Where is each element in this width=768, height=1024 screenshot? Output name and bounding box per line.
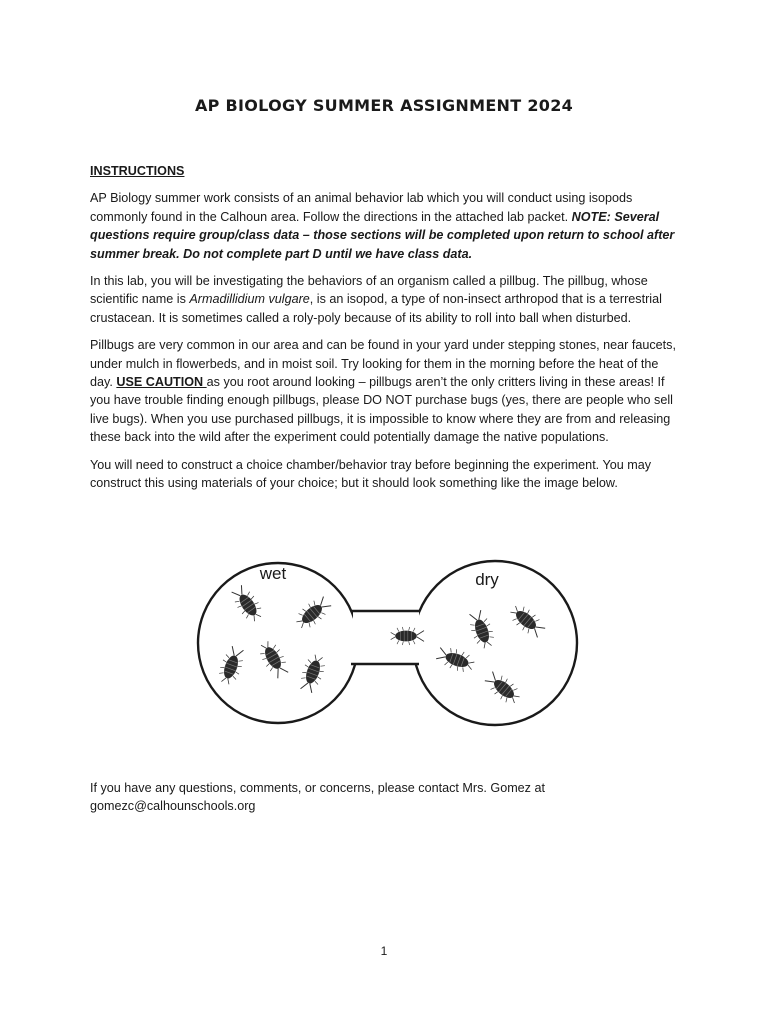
paragraph-pillbug (90, 272, 682, 327)
instructions-section (90, 162, 682, 502)
note-text: NOTE: Several questions require group/class data – those sections will be completed upon return to school after summer break. Do not complete part D until we have class data. (90, 209, 675, 261)
overview-text: AP Biology summer work consists of an animal behavior lab which you will conduct using isopods commonly found in the Calhoun area. Follow the directions in the attached lab packet. (90, 191, 633, 224)
instructions-heading: INSTRUCTIONS (90, 164, 185, 178)
paragraph-chamber: You will need to construct a choice chamber/behavior tray before beginning the experiment. You may construct this using materials of your choice; but it should look something like the image below. (90, 457, 651, 491)
page-title: AP BIOLOGY SUMMER ASSIGNMENT 2024 (194, 96, 574, 115)
dry-label: dry (475, 570, 499, 589)
pillbug-text-before: In this lab, you will be investigating the behaviors of an organism called a pillbug. The pillbug, whose scientific name is (90, 274, 648, 307)
wet-label: wet (259, 564, 287, 583)
finding-text-after: as you root around looking – pillbugs aren’t the only critters living in these areas! If you have trouble finding enough pillbugs, please DO NOT purchase bugs (yes, there are people who sell live bugs). When you use purchased pillbugs, it is impossible to know where they are from and releasing these back into the wild after the experiment could potentially damage the native populations. (90, 375, 673, 445)
page-number: 1 (380, 944, 388, 958)
paragraph-finding (90, 336, 682, 446)
paragraph-overview (90, 189, 682, 263)
contact-email[interactable]: gomezc@calhounschools.org (90, 799, 256, 814)
choice-chamber-diagram (195, 545, 580, 740)
pillbug-text-after: , is an isopod, a type of non-insect arthropod that is a terrestrial crustacean. It is sometimes called a roly-poly because of its ability to roll into ball when disturbed. (90, 292, 662, 325)
wet-chamber (198, 563, 358, 723)
use-caution-text: USE CAUTION (116, 375, 207, 390)
contact-text: If you have any questions, comments, or concerns, please contact Mrs. Gomez at (90, 781, 545, 795)
scientific-name: Armadillidium vulgare (189, 292, 310, 307)
contact-paragraph (90, 779, 682, 816)
finding-text-before: Pillbugs are very common in our area and can be found in your yard under stepping stones, near faucets, under mulch in flowerbeds, and in moist soil. Try looking for them in the morning before the heat of the day. (90, 338, 676, 390)
